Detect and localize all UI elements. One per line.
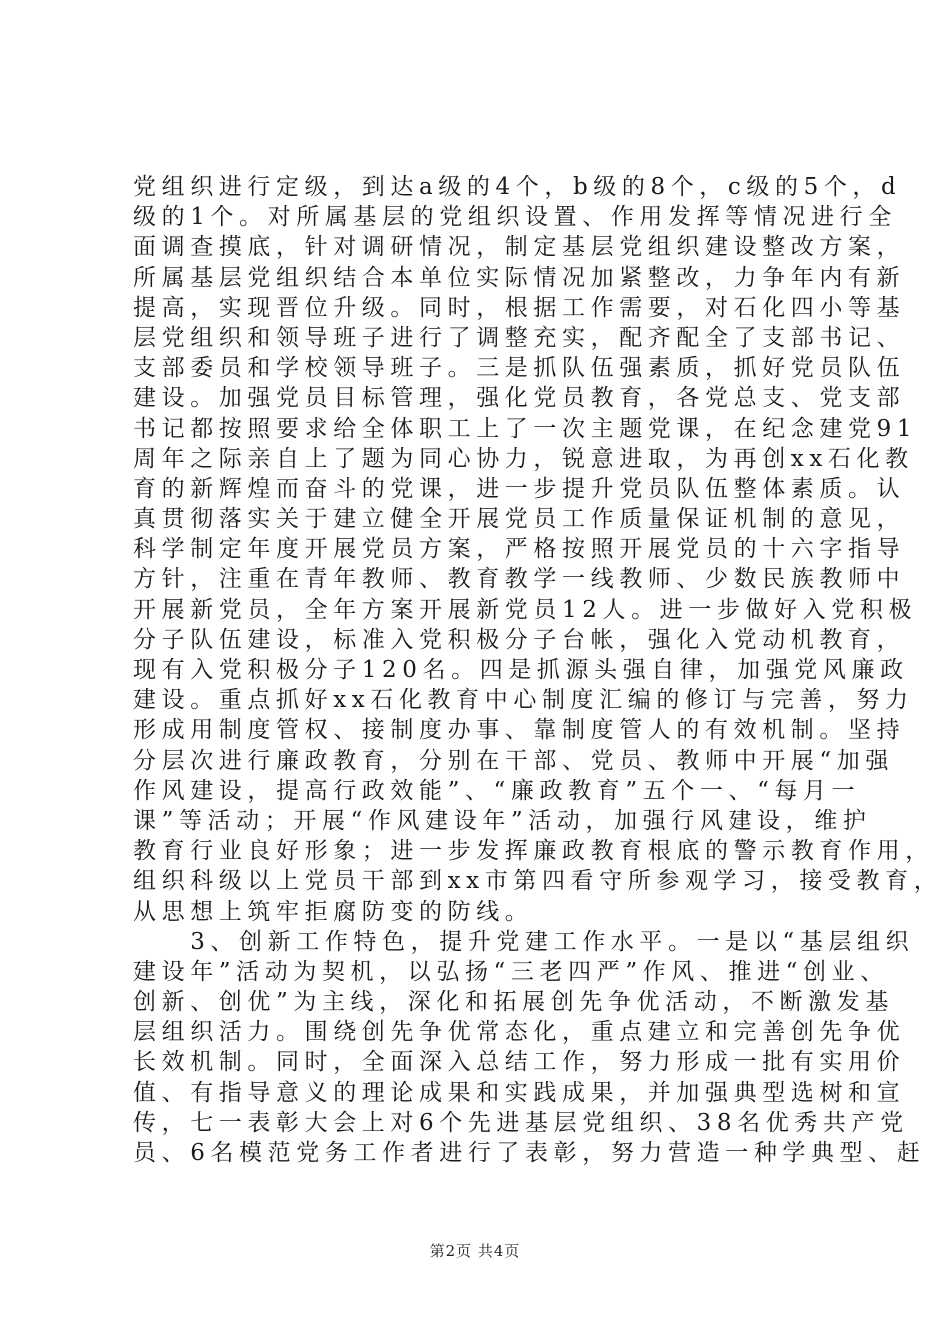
- text-line: 所属基层党组织结合本单位实际情况加紧整改，力争年内有新: [133, 264, 906, 291]
- text-line: 长效机制。同时，全面深入总结工作，努力形成一批有实用价: [133, 1049, 906, 1076]
- text-line: 开展新党员，全年方案开展新党员12人。进一步做好入党积极: [133, 596, 918, 623]
- text-line: 党组织进行定级，到达a级的4个，b级的8个，c级的5个，d: [133, 174, 902, 200]
- text-line: 书记都按照要求给全体职工上了一次主题党课，在纪念建党91: [133, 415, 918, 442]
- text-line: 周年之际亲自上了题为同心协力，锐意进取，为再创xx石化教: [133, 445, 914, 472]
- text-line: 方针，注重在青年教师、教育教学一线教师、少数民族教师中: [133, 566, 906, 593]
- text-line: 面调查摸底，针对调研情况，制定基层党组织建设整改方案，: [133, 234, 906, 261]
- text-line: 员、6名模范党务工作者进行了表彰，努力营造一种学典型、赶: [133, 1140, 926, 1166]
- text-line: 分子队伍建设，标准入党积极分子台帐，强化入党动机教育，: [133, 626, 906, 653]
- text-line: 育的新辉煌而奋斗的党课，进一步提升党员队伍整体素质。认: [133, 475, 906, 502]
- text-line: 现有入党积极分子120名。四是抓源头强自律，加强党风廉政: [133, 657, 909, 683]
- text-line: 真贯彻落实关于建立健全开展党员工作质量保证机制的意见，: [133, 506, 906, 533]
- text-line: 提高，实现晋位升级。同时，根据工作需要，对石化四小等基: [133, 294, 906, 321]
- page-number-footer: 第2页 共4页: [429, 1242, 521, 1260]
- text-line: 形成用制度管权、接制度办事、靠制度管人的有效机制。坚持: [133, 717, 906, 744]
- paragraph-start-line: 3、创新工作特色，提升党建工作水平。一是以“基层组织: [133, 928, 915, 955]
- text-line: 教育行业良好形象；进一步发挥廉政教育根底的警示教育作用，: [133, 838, 934, 865]
- text-line: 科学制定年度开展党员方案，严格按照开展党员的十六字指导: [133, 536, 906, 563]
- text-line: 创新、创优”为主线，深化和拓展创先争优活动，不断激发基: [133, 989, 894, 1016]
- text-line: 建设年”活动为契机，以弘扬“三老四严”作风、推进“创业、: [133, 958, 889, 985]
- text-line: 层组织活力。围绕创先争优常态化，重点建立和完善创先争优: [133, 1019, 906, 1046]
- text-line: 建设。重点抓好xx石化教育中心制度汇编的修订与完善，努力: [133, 687, 914, 714]
- body-text: [133, 172, 943, 1168]
- text-line: 分层次进行廉政教育，分别在干部、党员、教师中开展“加强: [133, 747, 894, 774]
- text-line: 值、有指导意义的理论成果和实践成果，并加强典型选树和宣: [133, 1079, 906, 1106]
- text-line: 级的1个。对所属基层的党组织设置、作用发挥等情况进行全: [133, 204, 897, 231]
- text-line: 作风建设，提高行政效能”、“廉政教育”五个一、“每月一: [133, 777, 861, 804]
- text-line: 传，七一表彰大会上对6个先进基层党组织、38名优秀共产党: [133, 1109, 909, 1136]
- text-line: 层党组织和领导班子进行了调整充实，配齐配全了支部书记、: [133, 324, 906, 351]
- text-line: 建设。加强党员目标管理，强化党员教育，各党总支、党支部: [133, 385, 906, 412]
- text-line: 从思想上筑牢拒腐防变的防线。: [133, 898, 534, 925]
- text-line: 支部委员和学校领导班子。三是抓队伍强素质，抓好党员队伍: [133, 355, 906, 382]
- text-line: 课”等活动；开展“作风建设年”活动，加强行风建设，维护: [133, 807, 872, 834]
- text-line: 组织科级以上党员干部到xx市第四看守所参观学习，接受教育，: [133, 868, 943, 895]
